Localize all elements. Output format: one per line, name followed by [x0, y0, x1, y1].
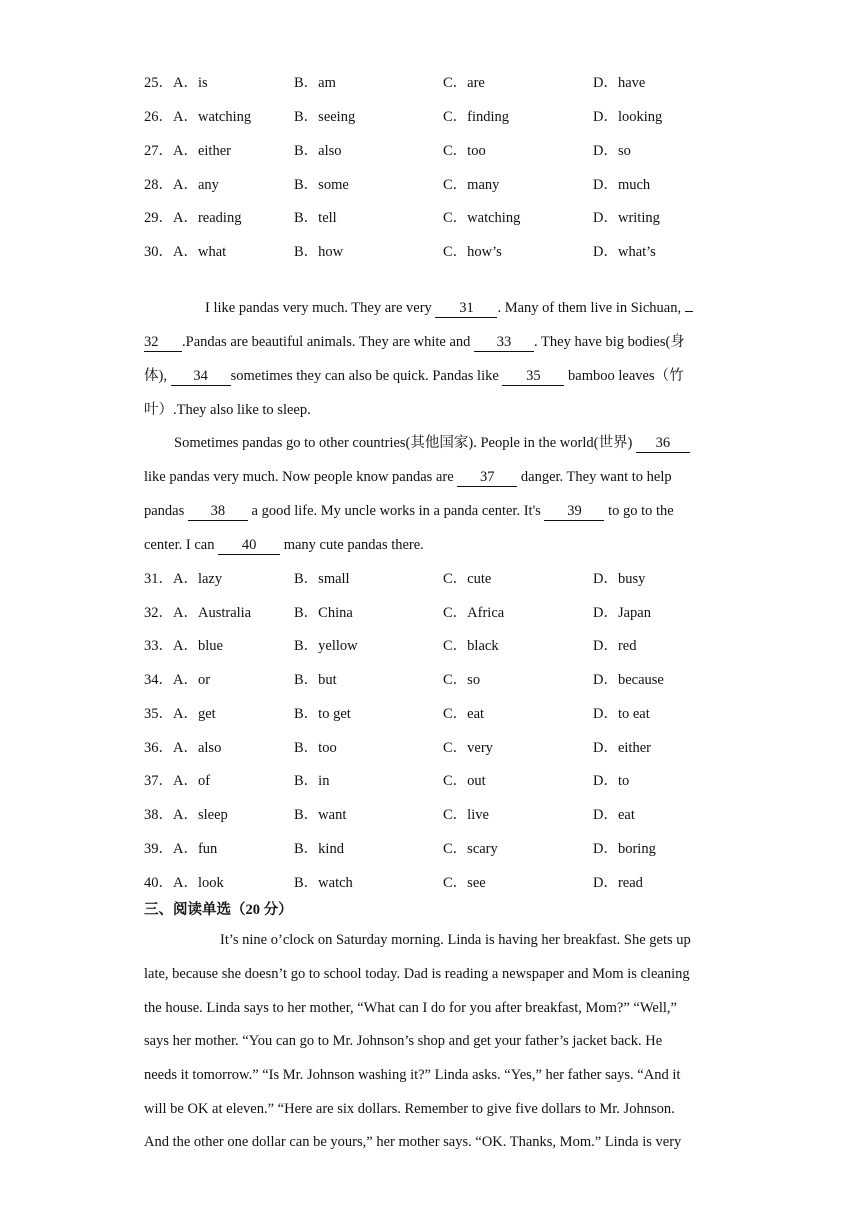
option-d: D．to eat	[593, 706, 650, 722]
option-b: B．too	[294, 740, 337, 756]
option-c: C．so	[443, 672, 481, 688]
blank-38[interactable]: 38	[188, 503, 248, 521]
option-a: 33．A．blue	[144, 638, 223, 654]
passage-line: like pandas very much. Now people know pandas are 37 danger. They want to help	[144, 469, 672, 485]
blank-37[interactable]: 37	[457, 469, 517, 487]
option-b: B．but	[294, 672, 337, 688]
option-c: C．are	[443, 75, 485, 91]
option-c: C．many	[443, 177, 500, 193]
option-d: D．read	[593, 875, 643, 891]
option-a: 28．A．any	[144, 177, 219, 193]
option-a: 32．A．Australia	[144, 605, 252, 621]
option-d: D．what’s	[593, 244, 656, 260]
option-c: C．eat	[443, 706, 485, 722]
option-d: D．boring	[593, 841, 656, 857]
option-d: D．red	[593, 638, 637, 654]
option-a: 30．A．what	[144, 244, 227, 260]
option-b: B．seeing	[294, 109, 356, 125]
option-b: B．small	[294, 571, 350, 587]
option-b: B．China	[294, 605, 353, 621]
option-b: B．also	[294, 143, 342, 159]
blank-34[interactable]: 34	[171, 368, 231, 386]
option-a: 38．A．sleep	[144, 807, 228, 823]
option-d: D．writing	[593, 210, 660, 226]
blank-35[interactable]: 35	[502, 368, 564, 386]
passage-line: late, because she doesn’t go to school today. Dad is reading a newspaper and Mom is cleaning	[144, 966, 690, 982]
option-c: C．how’s	[443, 244, 502, 260]
blank-39[interactable]: 39	[544, 503, 604, 521]
option-c: C．black	[443, 638, 499, 654]
option-d: D．have	[593, 75, 646, 91]
passage-line: needs it tomorrow.” “Is Mr. Johnson washing it?” Linda asks. “Yes,” her father says. “And it	[144, 1067, 681, 1083]
option-c: C．see	[443, 875, 486, 891]
option-c: C．finding	[443, 109, 510, 125]
option-a: 40．A．look	[144, 875, 224, 891]
passage-line: 32 .Pandas are beautiful animals. They are white and 33 . They have big bodies(身	[144, 334, 685, 350]
option-d: D．busy	[593, 571, 646, 587]
option-b: B．want	[294, 807, 347, 823]
option-c: C．out	[443, 773, 486, 789]
option-d: D．either	[593, 740, 651, 756]
option-c: C．very	[443, 740, 493, 756]
option-b: B．in	[294, 773, 330, 789]
option-b: B．some	[294, 177, 349, 193]
passage-line: pandas 38 a good life. My uncle works in a panda center. It's 39 to go to the	[144, 503, 674, 519]
passage-line: 体), 34 sometimes they can also be quick. Pandas like 35 bamboo leaves（竹	[144, 368, 684, 384]
blank-40[interactable]: 40	[218, 537, 280, 555]
option-a: 36．A．also	[144, 740, 222, 756]
option-d: D．because	[593, 672, 664, 688]
blank-31[interactable]: 31	[435, 300, 497, 318]
option-d: D．so	[593, 143, 631, 159]
passage-line: 叶）.They also like to sleep.	[144, 402, 311, 418]
option-b: B．kind	[294, 841, 344, 857]
option-a: 26．A．watching	[144, 109, 252, 125]
option-c: C．cute	[443, 571, 492, 587]
option-d: D．Japan	[593, 605, 651, 621]
option-c: C．too	[443, 143, 486, 159]
option-b: B．am	[294, 75, 336, 91]
option-c: C．scary	[443, 841, 498, 857]
option-c: C．live	[443, 807, 489, 823]
option-d: D．eat	[593, 807, 635, 823]
option-b: B．tell	[294, 210, 337, 226]
option-a: 37．A．of	[144, 773, 211, 789]
passage-line: I like pandas very much. They are very 31 . Many of them live in Sichuan,	[144, 298, 718, 318]
option-b: B．how	[294, 244, 344, 260]
option-c: C．Africa	[443, 605, 505, 621]
blank-32[interactable]: 32	[144, 334, 182, 352]
option-b: B．to get	[294, 706, 351, 722]
passage-line: the house. Linda says to her mother, “What can I do for you after breakfast, Mom?” “Well,”	[144, 1000, 677, 1016]
option-a: 31．A．lazy	[144, 571, 223, 587]
passage-line: says her mother. “You can go to Mr. Johnson’s shop and get your father’s jacket back. He	[144, 1033, 663, 1049]
section-heading: 三、阅读单选（20 分）	[144, 902, 293, 918]
option-b: B．watch	[294, 875, 353, 891]
option-a: 25．A．is	[144, 75, 208, 91]
passage-line: center. I can 40 many cute pandas there.	[144, 537, 424, 553]
passage-line: will be OK at eleven.” “Here are six dollars. Remember to give five dollars to Mr. Johnson.	[144, 1101, 675, 1117]
blank-36[interactable]: 36	[636, 435, 690, 453]
blank-32-start[interactable]	[685, 311, 693, 312]
option-d: D．looking	[593, 109, 663, 125]
option-b: B．yellow	[294, 638, 358, 654]
passage-line: It’s nine o’clock on Saturday morning. Linda is having her breakfast. She gets up	[220, 932, 691, 948]
option-c: C．watching	[443, 210, 521, 226]
option-a: 27．A．either	[144, 143, 231, 159]
passage-line: And the other one dollar can be yours,” her mother says. “OK. Thanks, Mom.” Linda is very	[144, 1134, 682, 1150]
option-d: D．to	[593, 773, 630, 789]
option-a: 35．A．get	[144, 706, 216, 722]
option-a: 34．A．or	[144, 672, 211, 688]
blank-33[interactable]: 33	[474, 334, 534, 352]
option-a: 39．A．fun	[144, 841, 218, 857]
option-a: 29．A．reading	[144, 210, 242, 226]
passage-line: Sometimes pandas go to other countries(其他国家). People in the world(世界) 36	[144, 433, 718, 453]
option-d: D．much	[593, 177, 651, 193]
